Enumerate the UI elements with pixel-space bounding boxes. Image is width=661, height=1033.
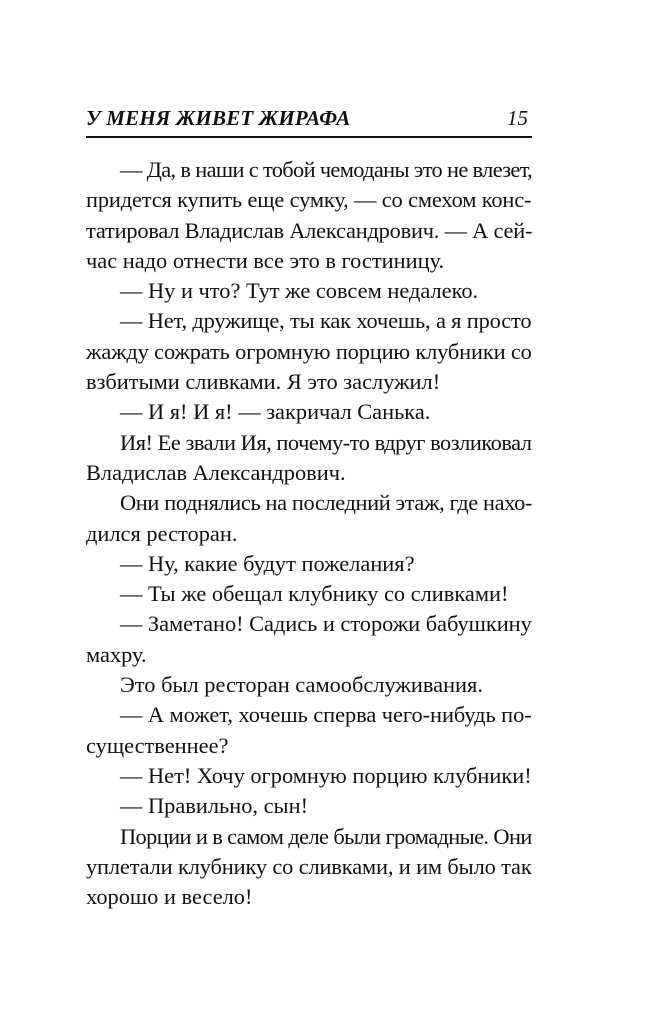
- text-line: татировал Владислав Александрович. — А сей-: [86, 217, 533, 243]
- text-line: — Ну и что? Тут же совсем недалеко.: [120, 278, 479, 304]
- text-line: — Ты же обещал клубнику со сливками!: [120, 581, 509, 607]
- text-line: Владислав Александрович.: [86, 459, 346, 485]
- text-line: час надо отнести все это в гостиницу.: [86, 247, 445, 273]
- text-line: — А может, хочешь сперва чего-нибудь по-: [120, 702, 532, 728]
- text-line: махру.: [86, 641, 147, 667]
- text-line: дился ресторан.: [86, 520, 238, 546]
- text-line: уплетали клубнику со сливками, и им было так: [86, 853, 532, 879]
- text-line: взбитыми сливками. Я это заслужил!: [86, 369, 441, 395]
- running-title: У МЕНЯ ЖИВЕТ ЖИРАФА: [86, 106, 351, 130]
- running-header: [86, 108, 532, 138]
- text-line: — Правильно, сын!: [120, 793, 309, 819]
- text-line: — И я! И я! — закричал Санька.: [120, 399, 431, 425]
- text-line: Ия! Ее звали Ия, почему-то вдруг возликовал: [120, 429, 532, 455]
- text-line: Порции и в самом деле были громадные. Они: [120, 823, 532, 849]
- body-text: [86, 155, 532, 912]
- text-line: Они поднялись на последний этаж, где нахо-: [120, 490, 533, 516]
- text-line: — Нет! Хочу огромную порцию клубники!: [120, 762, 532, 788]
- text-line: существеннее?: [86, 732, 229, 758]
- page-number: 15: [507, 106, 528, 130]
- text-line: хорошо и весело!: [86, 884, 253, 910]
- text-line: — Ну, какие будут пожелания?: [120, 550, 415, 576]
- text-line: жажду сожрать огромную порцию клубники со: [86, 338, 532, 364]
- text-line: придется купить еще сумку, — со смехом конс-: [86, 187, 532, 213]
- book-page: [86, 108, 532, 912]
- text-line: — Нет, дружище, ты как хочешь, а я просто: [120, 308, 532, 334]
- text-line: Это был ресторан самообслуживания.: [120, 672, 483, 698]
- text-line: — Заметано! Садись и сторожи бабушкину: [120, 611, 532, 637]
- text-line: — Да, в наши с тобой чемоданы это не влезет,: [120, 157, 533, 182]
